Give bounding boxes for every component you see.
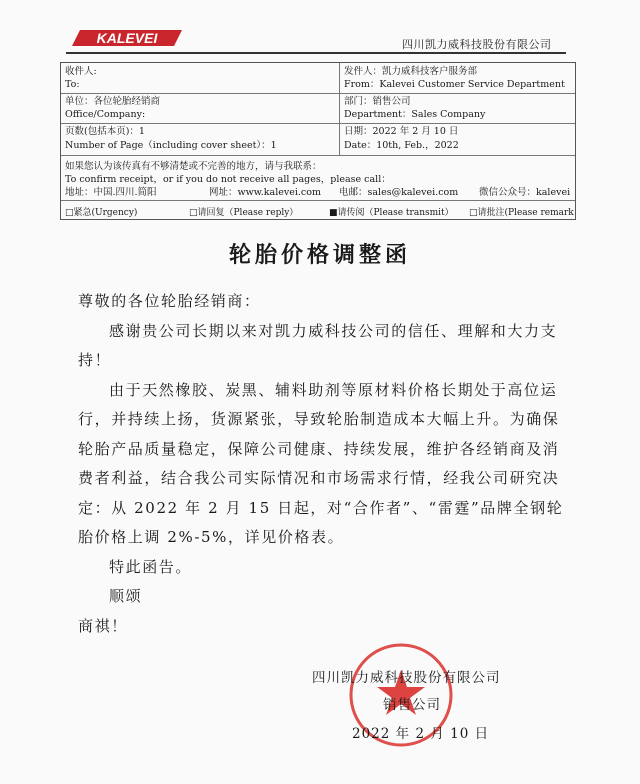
closing-notice: 特此函告。 xyxy=(109,557,193,576)
kalevei-logo xyxy=(70,28,184,48)
paragraph-thanks: 感谢贵公司长期以来对凯力威科技公司的信任、理解和大力支持！ xyxy=(78,321,558,369)
paragraph-price-adjustment: 由于天然橡胶、炭黑、辅料助剂等原材料价格长期处于高位运行，并持续上扬，货源紧张，导致轮胎制造成本大幅上升。为确保轮胎产品质量稳定，保障公司健康、持续发展，维护各经销商及消费者利益，结合我公司实际情况和市场需求行情，经我公司研究决定：从 2022 年 2 月 15 日起，对“合作者”、“雷霆”品牌全钢轮胎价格上调 2%-5%，详见价格表。 xyxy=(78,380,564,546)
checkbox-please-reply: □请回复（Please reply） xyxy=(189,208,299,218)
fax-checkbox-row xyxy=(61,200,575,219)
notice-cn: 如果您认为该传真有不够清楚或不完善的地方，请与我联系： xyxy=(65,161,322,172)
fax-cover-table xyxy=(60,62,576,220)
closing-regards: 顺颂 xyxy=(109,587,143,605)
fax-row-contact xyxy=(61,155,575,201)
signature-department: 销售公司 xyxy=(383,697,441,713)
dept-label-en: Department：Sales Company xyxy=(344,109,486,120)
office-label-en: Office/Company: xyxy=(65,109,146,120)
from-label-en: From：Kalevei Customer Service Department xyxy=(344,79,565,90)
header-company-name: 四川凯力威科技股份有限公司 xyxy=(402,38,552,51)
signature-date: 2022 年 2 月 10 日 xyxy=(352,726,490,742)
letter-body xyxy=(78,287,572,641)
header-rule xyxy=(66,52,566,54)
to-label-en: To: xyxy=(65,79,80,90)
address-text: 地址：中国.四川.简阳 xyxy=(65,187,157,198)
website-link[interactable]: 网址：www.kalevei.com xyxy=(209,187,321,198)
office-label-cn: 单位：各位轮胎经销商 xyxy=(65,96,161,107)
checkbox-please-remark: □请批注(Please remark xyxy=(469,208,574,218)
salutation: 尊敬的各位轮胎经销商： xyxy=(78,292,261,310)
checkbox-urgency: □紧急(Urgency) xyxy=(65,208,138,218)
from-label-cn: 发件人：凯力威科技客户服务部 xyxy=(344,66,478,77)
notice-en: To confirm receipt，or if you do not receive all pages，please call： xyxy=(65,174,391,185)
fax-row-pages xyxy=(61,123,575,156)
wechat-text: 微信公众号：kalevei xyxy=(479,187,571,198)
closing-wishes: 商祺！ xyxy=(78,616,128,635)
date-label-en: Date：10th, Feb.，2022 xyxy=(344,140,459,151)
dept-label-cn: 部门：销售公司 xyxy=(344,96,411,107)
date-label-cn: 日期：2022 年 2 月 10 日 xyxy=(344,126,459,137)
fax-row-recipient xyxy=(61,63,575,94)
checkbox-please-transmit: ■请传阅（Please transmit） xyxy=(329,208,454,218)
pages-label-en: Number of Page（including cover sheet）：1 xyxy=(65,140,277,151)
signature-company: 四川凯力威科技股份有限公司 xyxy=(312,670,501,686)
pages-label-cn: 页数(包括本页)：1 xyxy=(65,126,145,137)
letter-title: 轮胎价格调整函 xyxy=(228,242,411,268)
to-label-cn: 收件人: xyxy=(65,66,97,77)
logo-text: KALEVEI xyxy=(96,30,158,46)
email-link[interactable]: 电邮：sales@kalevei.com xyxy=(339,187,459,198)
fax-row-office xyxy=(61,93,575,124)
